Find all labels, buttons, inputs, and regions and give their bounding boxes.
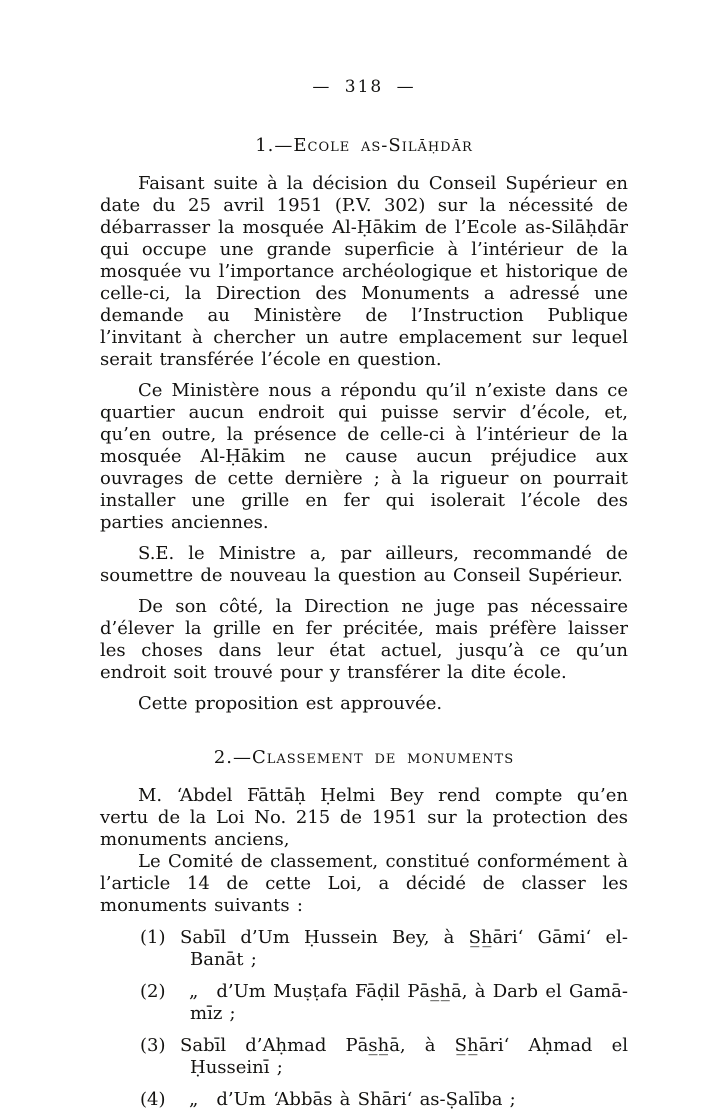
page-number: — 318 — [312,77,416,97]
paragraph: S.E. le Ministre a, par ailleurs, recommandé de soumettre de nouveau la question au Conseil Supérieur. [100,543,628,586]
item-number: (4) [140,1089,166,1110]
item-number: (1) [140,927,166,948]
section-1-heading: 1.—Ecole as-Silāḥdār [255,135,473,156]
item-text: Sabīl d’Um Ḥussein Bey, à S̲h̲āri‘ Gāmi‘ el-Banāt ; [180,927,628,970]
paragraph: Cette proposition est approuvée. [138,693,443,714]
list-item [140,1035,628,1079]
list-item [140,927,628,971]
list-item [140,981,628,1025]
item-text: „ d’Um ‘Abbās à Shāri‘ as-Ṣalība ; [180,1089,516,1110]
paragraph: Le Comité de classement, constitué conformément à l’article 14 de cette Loi, a décidé de classer les monuments suivants : [100,851,628,916]
item-text: „ d’Um Muṣṭafa Fāḍil Pās̲h̲ā, à Darb el Gamā-mīz ; [180,981,628,1024]
item-number: (3) [140,1035,166,1056]
paragraph: M. ‘Abdel Fāttāḥ Ḥelmi Bey rend compte qu’en vertu de la Loi No. 215 de 1951 sur la protection des monuments anciens, [100,785,628,850]
paragraph: Ce Ministère nous a répondu qu’il n’existe dans ce quartier aucun endroit qui puisse servir d’école, et, qu’en outre, la présence de celle-ci à l’intérieur de la mosquée Al-Ḥākim ne cause aucun préjudice aux ouvrages de cette dernière ; à la rigueur on pourrait installer une grille en fer qui isolerait l’école des parties anciennes. [100,380,628,533]
list-item [140,1089,628,1111]
section-2-heading: 2.—Classement de monuments [213,747,515,768]
paragraph: De son côté, la Direction ne juge pas nécessaire d’élever la grille en fer précitée, mais préfère laisser les choses dans leur état actuel, jusqu’à ce qu’un endroit soit trouvé pour y transférer la dite école. [100,596,628,683]
item-text: Sabīl d’Aḥmad Pās̲h̲ā, à S̲h̲āri‘ Aḥmad el Ḥusseinī ; [180,1035,628,1078]
paragraph: Faisant suite à la décision du Conseil Supérieur en date du 25 avril 1951 (P.V. 302) sur la nécessité de débarrasser la mosquée Al-Ḥākim de l’Ecole as-Silāḥdār qui occupe une grande superficie à l’intérieur de la mosquée vu l’importance archéologique et historique de celle-ci, la Direction des Monuments a adressé une demande au Ministère de l’Instruction Publique l’invitant à chercher un autre emplacement sur lequel serait transférée l’école en question. [100,173,628,370]
monument-list [100,927,628,1111]
item-number: (2) [140,981,166,1002]
